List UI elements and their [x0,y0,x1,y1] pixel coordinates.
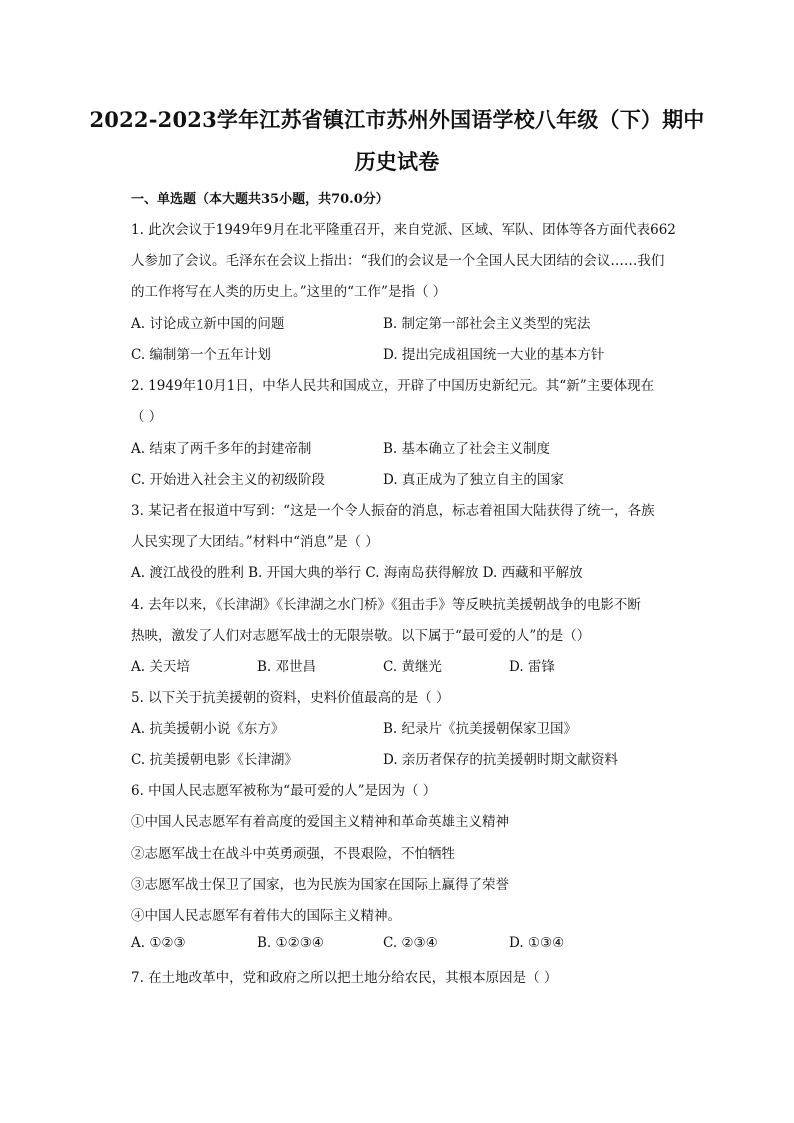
question-1-text: 人参加了会议。毛泽东在会议上指出：“我们的会议是一个全国人民大团结的会议……我们 [131,253,665,269]
question-3-text: 3. 某记者在报道中写到：“这是一个令人振奋的消息，标志着祖国大陆获得了统一，各族 [131,503,655,519]
question-2-text: （ ） [131,409,163,425]
question-5-text: 5. 以下关于抗美援朝的资料，史料价值最高的是（ ） [131,690,450,706]
exam-title: 2022-2023学年江苏省镇江市苏州外国语学校八年级（下）期中 [89,107,705,132]
question-3-options[interactable]: A. 渡江战役的胜利 B. 开国大典的举行 C. 海南岛获得解放 D. 西藏和平解放 [131,565,583,581]
question-6-statement-1: ①中国人民志愿军有着高度的爱国主义精神和革命英雄主义精神 [131,814,509,830]
question-6-text: 6. 中国人民志愿军被称为“最可爱的人”是因为（ ） [131,783,437,799]
question-5-option-a[interactable]: A. 抗美援朝小说《东方》 [131,721,285,737]
question-6-option-d[interactable]: D. ①③④ [509,935,565,951]
question-6-statement-4: ④中国人民志愿军有着伟大的国际主义精神。 [131,908,401,924]
question-2-option-c[interactable]: C. 开始进入社会主义的初级阶段 [131,472,325,488]
question-4-option-c[interactable]: C. 黄继光 [383,659,442,675]
question-3-text: 人民实现了大团结。”材料中“消息”是（ ） [131,534,379,550]
question-2-option-a[interactable]: A. 结束了两千多年的封建帝制 [131,441,312,457]
question-5-option-d[interactable]: D. 亲历者保存的抗美援朝时期文献资料 [383,752,618,768]
question-7-text: 7. 在土地改革中，党和政府之所以把土地分给农民，其根本原因是（ ） [131,970,558,986]
question-1-option-a[interactable]: A. 讨论成立新中国的问题 [131,316,285,332]
question-5-option-c[interactable]: C. 抗美援朝电影《长津湖》 [131,752,298,768]
question-1-option-b[interactable]: B. 制定第一部社会主义类型的宪法 [383,316,591,332]
question-6-option-b[interactable]: B. ①②③④ [257,935,324,951]
question-6-statement-3: ③志愿军战士保卫了国家，也为民族为国家在国际上赢得了荣誉 [131,877,509,893]
question-2-option-d[interactable]: D. 真正成为了独立自主的国家 [383,472,564,488]
question-4-option-b[interactable]: B. 邓世昌 [257,659,317,675]
question-1-text: 的工作将写在人类的历史上。”这里的“工作”是指（ ） [131,284,447,300]
question-4-option-a[interactable]: A. 关天培 [131,659,190,675]
question-1-text: 1. 此次会议于1949年9月在北平隆重召开，来自党派、区域、军队、团体等各方面代表662 [131,222,676,238]
question-4-text: 4. 去年以来，《长津湖》《长津湖之水门桥》《狙击手》等反映抗美援朝战争的电影不断 [131,597,641,613]
question-2-option-b[interactable]: B. 基本确立了社会主义制度 [383,441,551,457]
question-6-option-a[interactable]: A. ①②③ [131,935,186,951]
question-6-statement-2: ②志愿军战士在战斗中英勇顽强，不畏艰险，不怕牺牲 [131,846,455,862]
question-1-option-c[interactable]: C. 编制第一个五年计划 [131,347,271,363]
question-5-option-b[interactable]: B. 纪录片《抗美援朝保家卫国》 [383,721,578,737]
section-heading: 一、单选题（本大题共35小题，共70.0分） [131,192,389,207]
question-1-option-d[interactable]: D. 提出完成祖国统一大业的基本方针 [383,347,605,363]
question-4-option-d[interactable]: D. 雷锋 [509,659,555,675]
question-4-text: 热映，激发了人们对志愿军战士的无限崇敬。以下属于“最可爱的人”的是（） [131,628,591,644]
question-6-option-c[interactable]: C. ②③④ [383,935,438,951]
question-2-text: 2. 1949年10月1日，中华人民共和国成立，开辟了中国历史新纪元。其“新”主要体现在 [131,378,655,394]
exam-subtitle: 历史试卷 [354,149,440,174]
